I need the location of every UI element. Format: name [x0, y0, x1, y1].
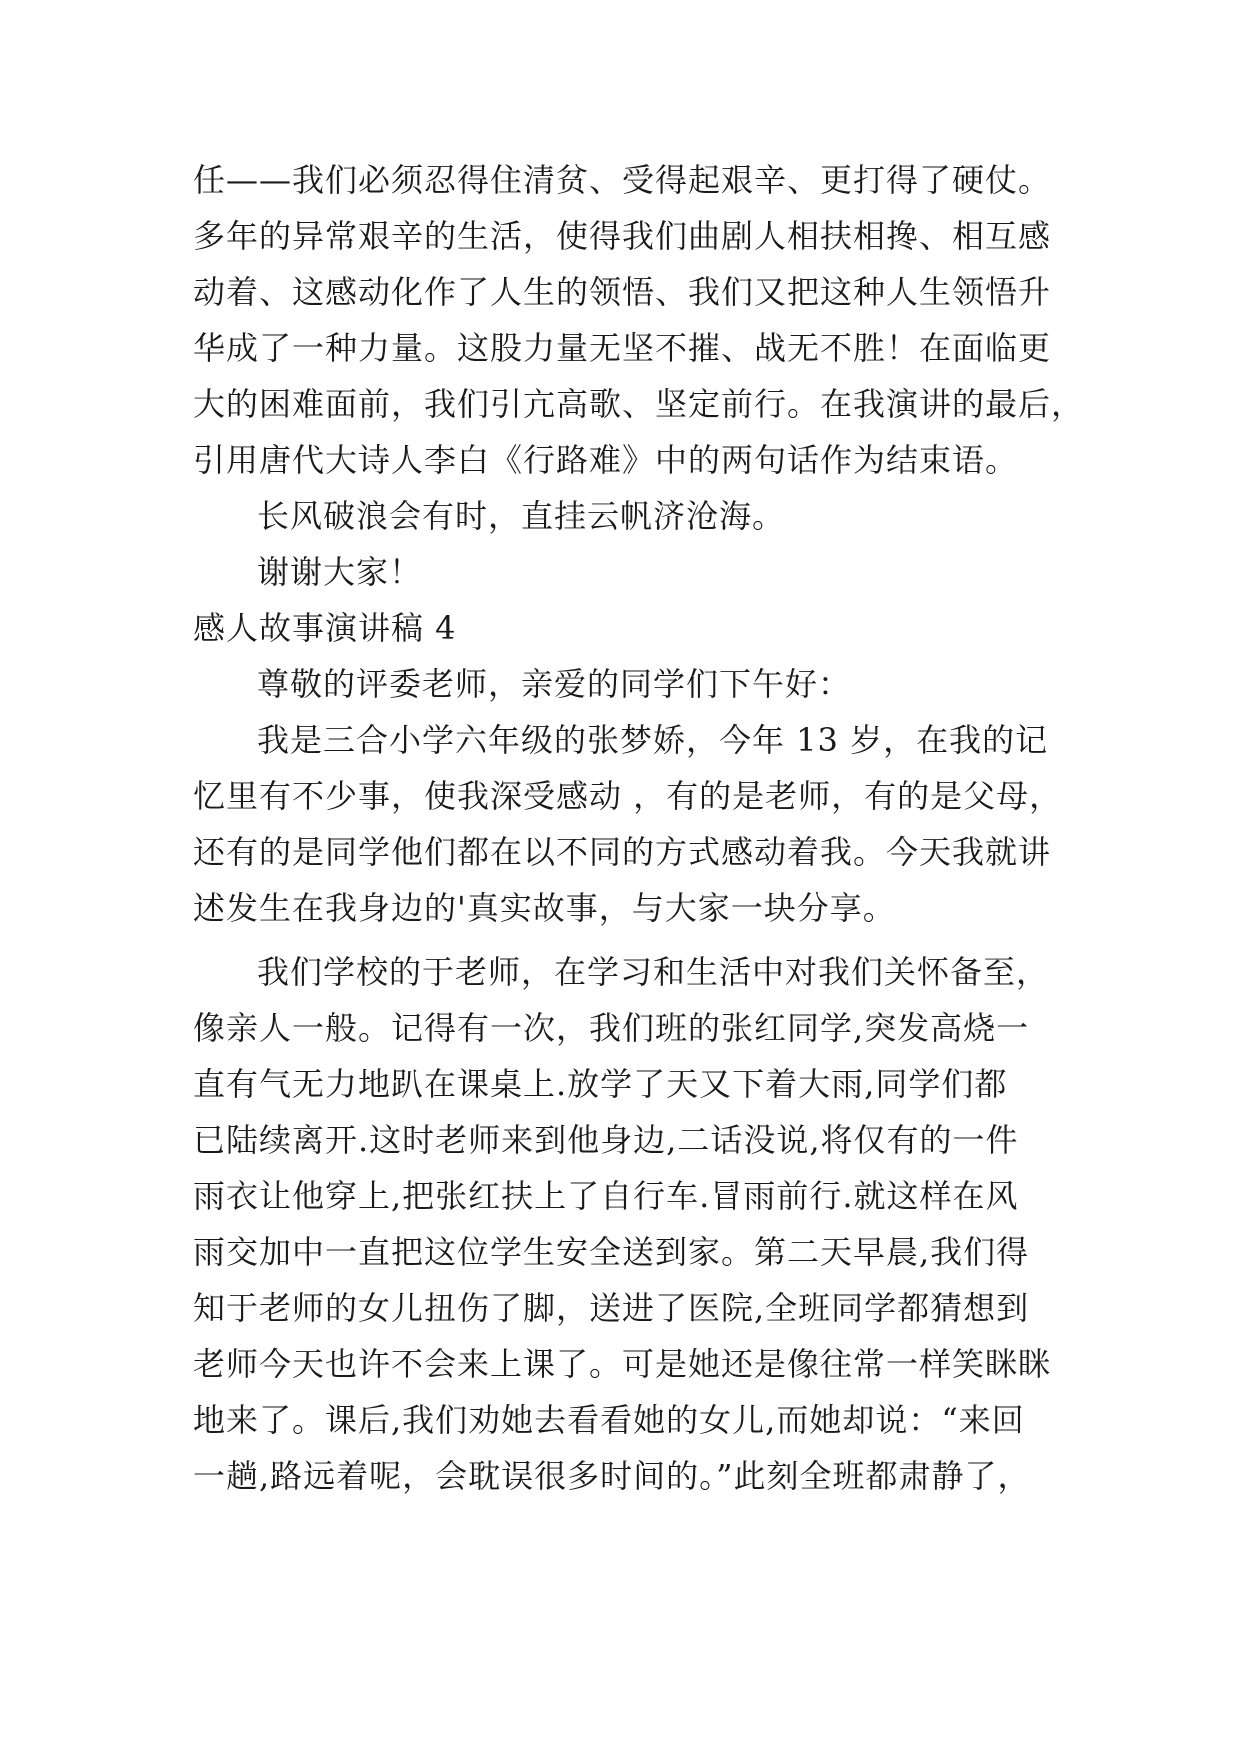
- paragraph-line: 雨交加中一直把这位学生安全送到家。第二天早晨,我们得: [193, 1233, 1030, 1271]
- paragraph-line: 述发生在我身边的'真实故事，与大家一块分享。: [193, 889, 896, 927]
- paragraph-line: 已陆续离开.这时老师来到他身边,二话没说,将仅有的一件: [193, 1121, 1019, 1159]
- paragraph-line: 像亲人一般。记得有一次，我们班的张红同学,突发高烧一: [193, 1009, 1030, 1047]
- paragraph-line: 老师今天也许不会来上课了。可是她还是像往常一样笑眯眯: [193, 1345, 1052, 1383]
- poem-line: 长风破浪会有时，直挂云帆济沧海。: [257, 497, 786, 535]
- section-heading: 感人故事演讲稿 4: [193, 609, 457, 647]
- paragraph-line: 我们学校的于老师，在学习和生活中对我们关怀备至，: [257, 953, 1050, 991]
- paragraph-line: 我是三合小学六年级的张梦娇，今年 13 岁，在我的记: [257, 721, 1049, 759]
- paragraph-line: 引用唐代大诗人李白《行路难》中的两句话作为结束语。: [193, 441, 1019, 479]
- paragraph-line: 多年的异常艰辛的生活，使得我们曲剧人相扶相搀、相互感: [193, 217, 1052, 255]
- paragraph-line: 雨衣让他穿上,把张红扶上了自行车.冒雨前行.就这样在风: [193, 1177, 1019, 1215]
- paragraph-line: 直有气无力地趴在课桌上.放学了天又下着大雨,同学们都: [193, 1065, 1008, 1103]
- paragraph-line: 还有的是同学他们都在以不同的方式感动着我。今天我就讲: [193, 833, 1052, 871]
- paragraph-line: 一趟,路远着呢，会耽误很多时间的。”此刻全班都肃静了，: [193, 1457, 1031, 1495]
- closing-line: 谢谢大家！: [257, 553, 423, 591]
- paragraph-line: 地来了。课后,我们劝她去看看她的女儿,而她却说：“来回: [193, 1401, 1025, 1439]
- paragraph-line: 忆里有不少事，使我深受感动 ，有的是老师，有的是父母，: [193, 777, 1063, 815]
- paragraph-line: 大的困难面前，我们引亢高歌、坚定前行。在我演讲的最后，: [193, 385, 1085, 423]
- paragraph-line: 任——我们必须忍得住清贫、受得起艰辛、更打得了硬仗。: [193, 161, 1052, 199]
- paragraph-line: 动着、这感动化作了人生的领悟、我们又把这种人生领悟升: [193, 273, 1052, 311]
- paragraph-line: 知于老师的女儿扭伤了脚，送进了医院,全班同学都猜想到: [193, 1289, 1030, 1327]
- salutation-line: 尊敬的评委老师，亲爱的同学们下午好：: [257, 665, 852, 703]
- paragraph-line: 华成了一种力量。这股力量无坚不摧、战无不胜！在面临更: [193, 329, 1052, 367]
